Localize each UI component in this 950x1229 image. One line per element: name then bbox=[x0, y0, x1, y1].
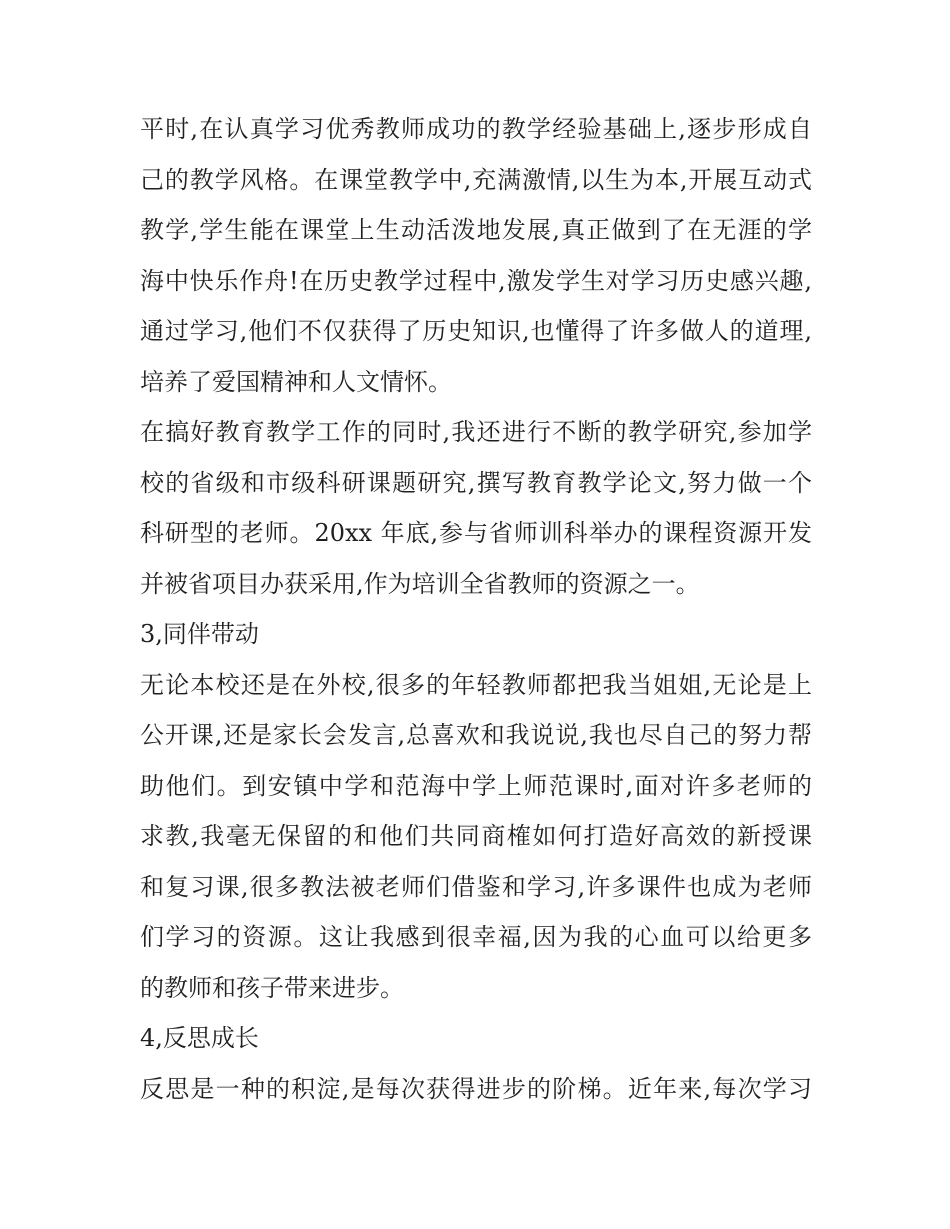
text-line: 平时,在认真学习优秀教师成功的教学经验基础上,逐步形成自 bbox=[140, 115, 812, 143]
text-line: 通过学习,他们不仅获得了历史知识,也懂得了许多做人的道理, bbox=[140, 317, 812, 345]
text-line: 教学,学生能在课堂上生动活泼地发展,真正做到了在无涯的学 bbox=[140, 216, 812, 244]
text-line: 求教,我毫无保留的和他们共同商榷如何打造好高效的新授课 bbox=[140, 822, 812, 850]
text-line: 无论本校还是在外校,很多的年轻教师都把我当姐姐,无论是上 bbox=[140, 670, 812, 699]
paragraph-reflection bbox=[140, 1064, 812, 1115]
paragraph-teaching-style bbox=[140, 104, 812, 407]
text-line: 科研型的老师。20xx 年底,参与省师训科举办的课程资源开发 bbox=[140, 519, 812, 547]
text-line: 在搞好教育教学工作的同时,我还进行不断的教学研究,参加学 bbox=[140, 418, 812, 446]
text-line: 并被省项目办获采用,作为培训全省教师的资源之一。 bbox=[140, 569, 700, 598]
text-line: 培养了爱国精神和人文情怀。 bbox=[140, 367, 452, 396]
text-line: 助他们。到安镇中学和范海中学上师范课时,面对许多老师的 bbox=[140, 771, 812, 800]
section-heading-peer-mentoring: 3,同伴带动 bbox=[140, 620, 259, 648]
text-line: 校的省级和市级科研课题研究,撰写教育教学论文,努力做一个 bbox=[140, 468, 812, 497]
text-line: 己的教学风格。在课堂教学中,充满激情,以生为本,开展互动式 bbox=[140, 165, 812, 194]
text-line: 和复习课,很多教法被老师们借鉴和学习,许多课件也成为老师 bbox=[140, 872, 812, 901]
text-line: 的教师和孩子带来进步。 bbox=[140, 973, 404, 1002]
text-line: 海中快乐作舟!在历史教学过程中,激发学生对学习历史感兴趣, bbox=[140, 266, 812, 295]
text-line: 公开课,还是家长会发言,总喜欢和我说说,我也尽自己的努力帮 bbox=[140, 721, 812, 749]
paragraph-research bbox=[140, 407, 812, 609]
document-body bbox=[140, 104, 812, 1114]
paragraph-peer-mentoring bbox=[140, 660, 812, 1014]
section-heading-reflection: 4,反思成长 bbox=[140, 1024, 259, 1052]
text-line: 反思是一种的积淀,是每次获得进步的阶梯。近年来,每次学习 bbox=[140, 1074, 812, 1103]
text-line: 们学习的资源。这让我感到很幸福,因为我的心血可以给更多 bbox=[140, 923, 812, 951]
